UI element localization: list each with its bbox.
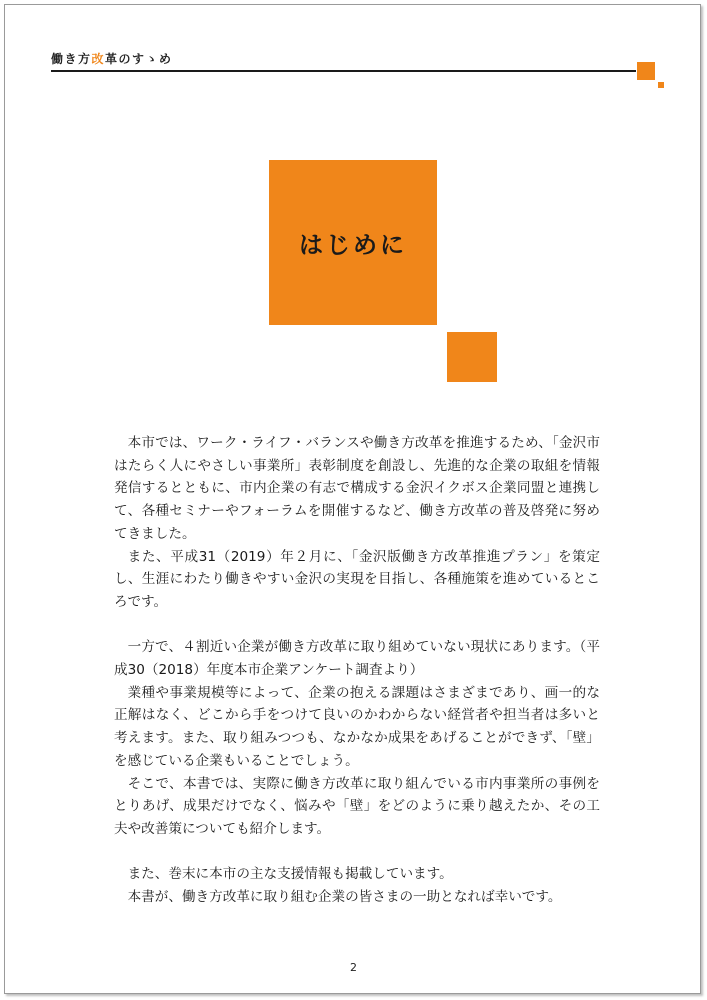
header-square-small <box>658 82 664 88</box>
header-title-part-1: 働き方 <box>51 52 92 66</box>
running-header <box>51 50 173 67</box>
paragraph: 業種や事業規模等によって、企業の抱える課題はさまざまであり、画一的な正解はなく、どこから手をつけて良いのかわからない経営者や担当者は多いと考えます。また、取り組みつつも、なかなか成果をあげることができず、「壁」を感じている企業もいることでしょう。 <box>114 684 600 769</box>
paragraph: 一方で、４割近い企業が働き方改革に取り組めていない現状にあります。（平成30（2018）年度本市企業アンケート調査より） <box>114 639 600 679</box>
paragraph: 本市では、ワーク・ライフ・バランスや働き方改革を推進するため、「金沢市はたらく人にやさしい事業所」表彰制度を創設し、先進的な企業の取組を情報発信するとともに、市内企業の有志で構成する金沢イクボス企業同盟と連携して、各種セミナーやフォーラムを開催するなど、働き方改革の普及啓発に努めてきました。 <box>114 435 600 542</box>
header-title-accent: 改 <box>91 52 106 66</box>
header-title-part-2: 革のすゝめ <box>105 52 173 66</box>
page-number: 2 <box>350 961 357 974</box>
paragraph: 本書が、働き方改革に取り組む企業の皆さまの一助となれば幸いです。 <box>127 889 562 906</box>
header-rule <box>51 70 636 72</box>
section-title-block <box>269 160 437 325</box>
paragraph: そこで、本書では、実際に働き方改革に取り組んでいる市内事業所の事例をとりあげ、成果だけでなく、悩みや「壁」をどのように乗り越えたか、その工夫や改善策についても紹介します。 <box>114 775 600 837</box>
paragraph: また、平成31（2019）年２月に、「金沢版働き方改革推進プラン」を策定し、生涯にわたり働きやすい金沢の実現を目指し、各種施策を進めているところです。 <box>114 548 600 610</box>
section-title-square <box>447 332 497 382</box>
paragraph-gap <box>114 841 600 864</box>
paragraph-gap <box>114 614 600 637</box>
header-square-large <box>637 62 655 80</box>
body-text <box>114 432 600 909</box>
section-title: はじめに <box>299 231 407 259</box>
paragraph: また、巻末に本市の主な支援情報も掲載しています。 <box>127 866 453 883</box>
